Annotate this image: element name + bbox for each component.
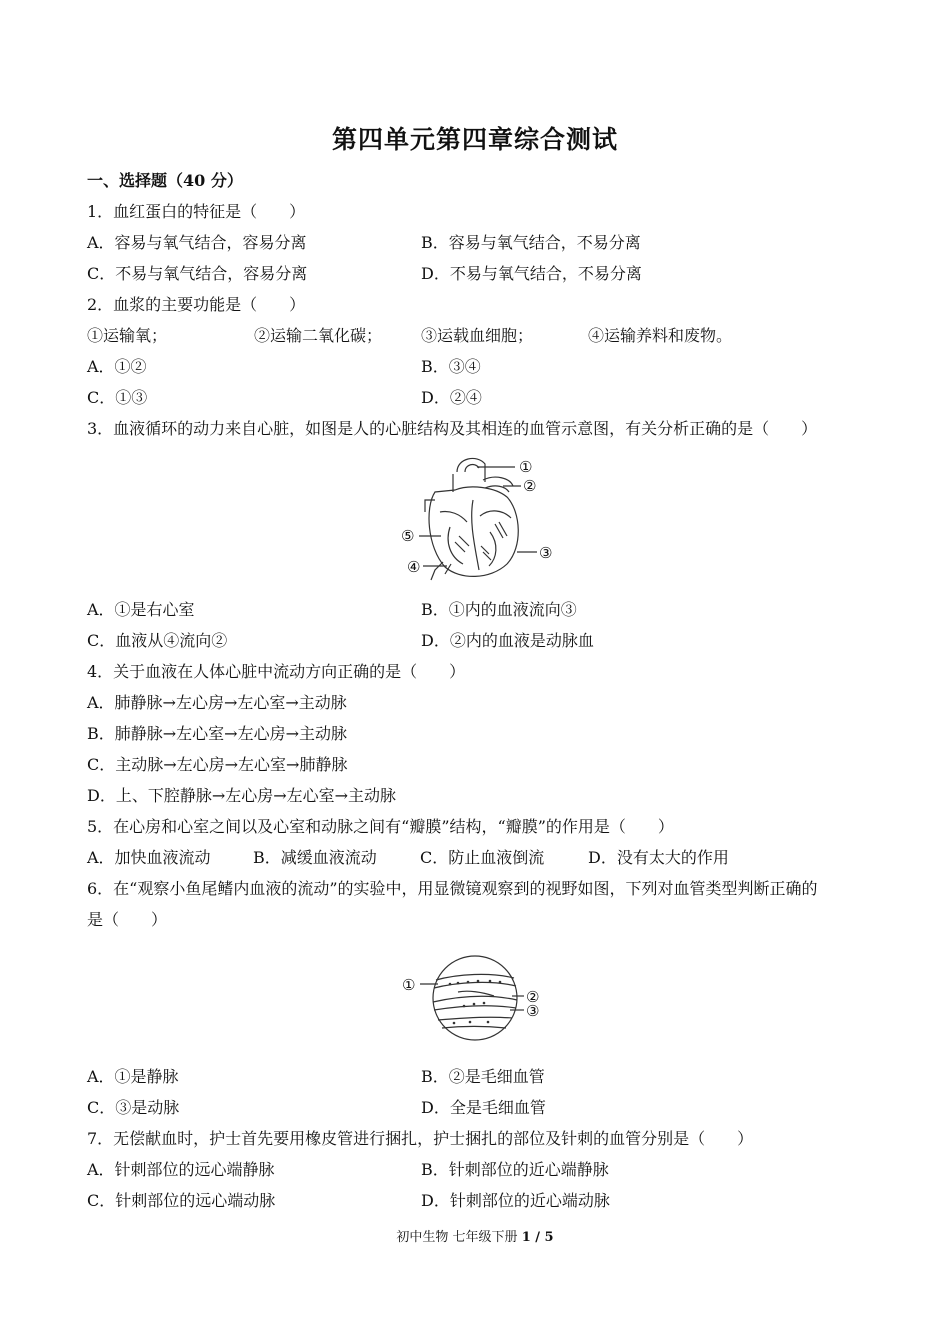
question-3-option-d: D．②内的血液是动脉血 [421, 631, 594, 650]
question-2-option-b: B．③④ [421, 357, 481, 376]
section-heading: 一、选择题（40 分） [87, 171, 243, 190]
heart-label-5: ⑤ [401, 527, 415, 545]
question-1-option-c: C．不易与氧气结合，容易分离 [87, 264, 308, 283]
heart-diagram [395, 452, 560, 582]
question-5-option-b: B．减缓血液流动 [253, 848, 377, 867]
question-2-item-2: ②运输二氧化碳； [254, 326, 383, 345]
question-7-option-d: D．针刺部位的近心端动脉 [421, 1191, 610, 1210]
question-6-stem-line-1: 6．在“观察小鱼尾鳍内血液的流动”的实验中，用显微镜观察到的视野如图，下列对血管类型判断正确的 [87, 879, 818, 898]
question-4-option-d: D．上、下腔静脉→左心房→左心室→主动脉 [87, 786, 397, 805]
heart-label-4: ④ [407, 558, 421, 576]
page-number: 1 / 5 [521, 1230, 554, 1245]
question-3-option-a: A．①是右心室 [87, 600, 195, 619]
question-6-stem-line-2: 是（ ） [87, 910, 168, 929]
question-6-option-b: B．②是毛细血管 [421, 1067, 545, 1086]
question-6-option-a: A．①是静脉 [87, 1067, 179, 1086]
microscope-label-1: ① [402, 976, 416, 994]
question-2-option-d: D．②④ [421, 388, 482, 407]
question-6-option-c: C．③是动脉 [87, 1098, 180, 1117]
question-7-option-b: B．针刺部位的近心端静脉 [421, 1160, 609, 1179]
microscope-label-2: ② [526, 988, 540, 1006]
question-2-option-c: C．①③ [87, 388, 148, 407]
question-3-option-c: C．血液从④流向② [87, 631, 228, 650]
heart-label-2: ② [523, 477, 537, 495]
question-5-option-d: D．没有太大的作用 [588, 848, 729, 867]
question-6-option-d: D．全是毛细血管 [421, 1098, 546, 1117]
footer-text: 初中生物 七年级下册 [396, 1230, 518, 1245]
page-footer [0, 1226, 950, 1245]
question-5-option-c: C．防止血液倒流 [420, 848, 545, 867]
question-4-stem: 4．关于血液在人体心脏中流动方向正确的是（ ） [87, 662, 466, 681]
question-7-option-c: C．针刺部位的远心端动脉 [87, 1191, 276, 1210]
microscope-label-3: ③ [526, 1002, 540, 1020]
question-4-option-b: B．肺静脉→左心室→左心房→主动脉 [87, 724, 347, 743]
question-4-option-c: C．主动脉→左心房→左心室→肺静脉 [87, 755, 348, 774]
question-4-option-a: A．肺静脉→左心房→左心室→主动脉 [87, 693, 347, 712]
heart-label-1: ① [519, 458, 533, 476]
question-1-option-b: B．容易与氧气结合，不易分离 [421, 233, 641, 252]
page-title: 第四单元第四章综合测试 [331, 125, 618, 154]
question-1-stem: 1．血红蛋白的特征是（ ） [87, 202, 306, 221]
question-2-stem: 2．血浆的主要功能是（ ） [87, 295, 306, 314]
heart-label-3: ③ [539, 544, 553, 562]
question-2-item-4: ④运输养料和废物。 [588, 326, 733, 345]
microscope-view-diagram [398, 948, 548, 1050]
question-2-item-1: ①运输氧； [87, 326, 168, 345]
question-3-stem: 3．血液循环的动力来自心脏，如图是人的心脏结构及其相连的血管示意图，有关分析正确的是（ ） [87, 419, 818, 438]
question-7-option-a: A．针刺部位的远心端静脉 [87, 1160, 275, 1179]
question-1-option-d: D．不易与氧气结合，不易分离 [421, 264, 642, 283]
question-5-option-a: A．加快血液流动 [87, 848, 211, 867]
question-5-stem: 5．在心房和心室之间以及心室和动脉之间有“瓣膜”结构，“瓣膜”的作用是（ ） [87, 817, 674, 836]
question-2-option-a: A．①② [87, 357, 147, 376]
question-3-option-b: B．①内的血液流向③ [421, 600, 577, 619]
question-7-stem: 7．无偿献血时，护士首先要用橡皮管进行捆扎，护士捆扎的部位及针刺的血管分别是（ ） [87, 1129, 754, 1148]
question-1-option-a: A．容易与氧气结合，容易分离 [87, 233, 307, 252]
question-2-item-3: ③运载血细胞； [421, 326, 534, 345]
